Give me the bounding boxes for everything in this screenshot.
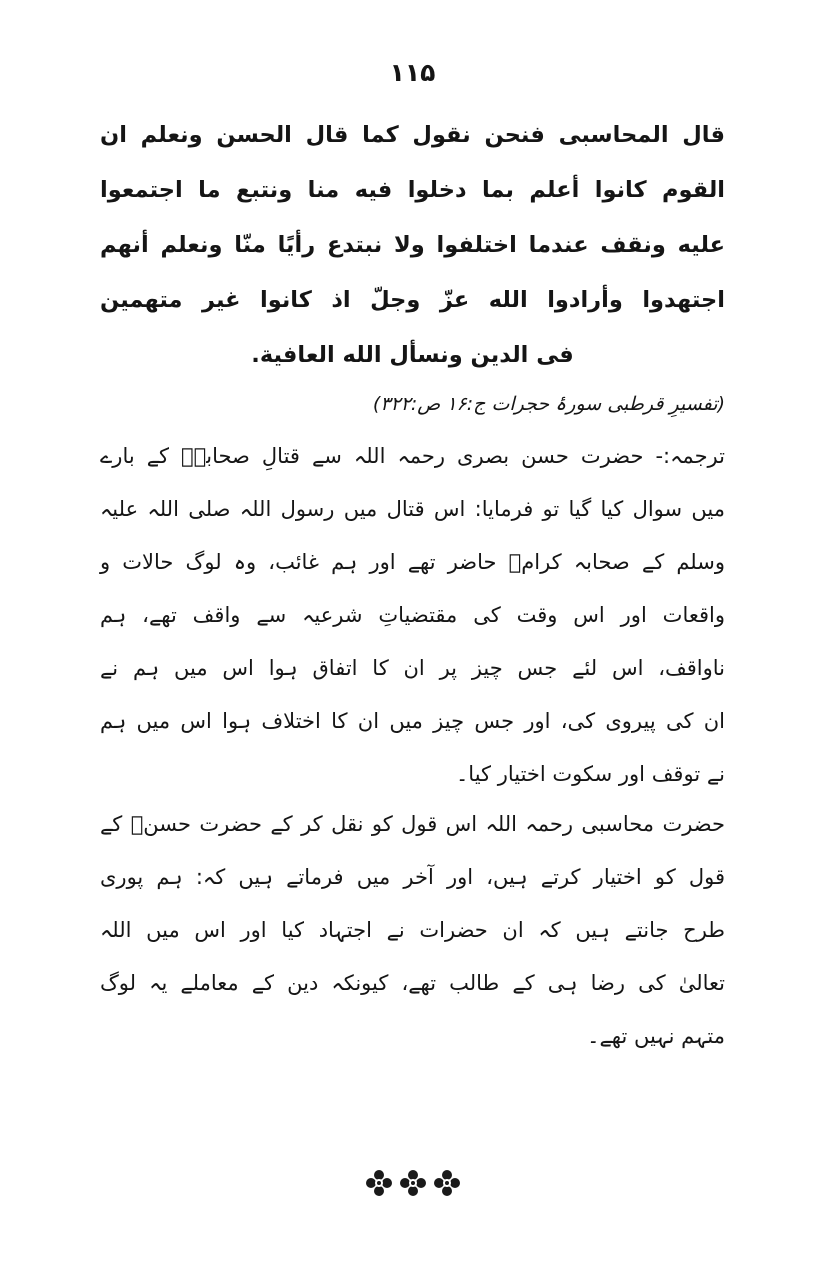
translation-line: نے توقف اور سکوت اختیار کیا۔ bbox=[456, 762, 725, 786]
translation-paragraph bbox=[100, 430, 725, 801]
translation-line: ترجمہ:- حضرت حسن بصری رحمہ اللہ سے قتالِ صحابہؓ کے بارے bbox=[100, 444, 725, 468]
commentary-line: حضرت محاسبی رحمہ اللہ اس قول کو نقل کر کے حضرت حسنؒ کے bbox=[100, 812, 725, 836]
floral-ornament-icon bbox=[432, 1168, 462, 1198]
commentary-line: تعالیٰ کی رضا ہی کے طالب تھے، کیونکہ دین کے معاملے یہ لوگ bbox=[100, 971, 725, 995]
arabic-line: قال المحاسبی فنحن نقول کما قال الحسن ونعلم ان bbox=[100, 122, 725, 148]
floral-ornament-icon bbox=[364, 1168, 394, 1198]
translation-line: ناواقف، اس لئے جس چیز پر ان کا اتفاق ہوا اس میں ہم نے bbox=[100, 656, 725, 680]
floral-ornament-icon bbox=[398, 1168, 428, 1198]
arabic-line: فی الدین ونسأل الله العافیة. bbox=[251, 342, 574, 368]
arabic-line: اجتهدوا وأرادوا الله عزّ وجلّ اذ کانوا غیر متهمین bbox=[100, 287, 725, 313]
translation-line: میں سوال کیا گیا تو فرمایا: اس قتال میں رسول اللہ صلی اللہ علیہ bbox=[100, 497, 725, 521]
translation-line: واقعات اور اس وقت کی مقتضیاتِ شرعیہ سے واقف تھے، ہم bbox=[100, 603, 725, 627]
commentary-paragraph bbox=[100, 798, 725, 1063]
translation-line: وسلم کے صحابہ کرامؓ حاضر تھے اور ہم غائب، وہ لوگ حالات و bbox=[100, 550, 725, 574]
translation-line: ان کی پیروی کی، اور جس چیز میں ان کا اختلاف ہوا اس میں ہم bbox=[100, 709, 725, 733]
citation: (تفسیرِ قرطبی سورۂ حجرات ج:۱۶ ص:۳۲۲) bbox=[372, 393, 725, 415]
section-end-ornament bbox=[0, 1168, 825, 1198]
arabic-line: علیه ونقف عندما اختلفوا ولا نبتدع رأیًا منّا ونعلم أنهم bbox=[100, 232, 725, 258]
arabic-quote bbox=[100, 108, 725, 383]
commentary-line: قول کو اختیار کرتے ہیں، اور آخر میں فرماتے ہیں کہ: ہم پوری bbox=[100, 865, 725, 889]
arabic-line: القوم کانوا أعلم بما دخلوا فیه منا ونتبع ما اجتمعوا bbox=[100, 177, 725, 203]
commentary-line: طرح جانتے ہیں کہ ان حضرات نے اجتہاد کیا اور اس میں اللہ bbox=[100, 918, 725, 942]
page-number: ۱۱۵ bbox=[389, 58, 436, 87]
commentary-line: متہم نہیں تھے۔ bbox=[587, 1024, 725, 1048]
